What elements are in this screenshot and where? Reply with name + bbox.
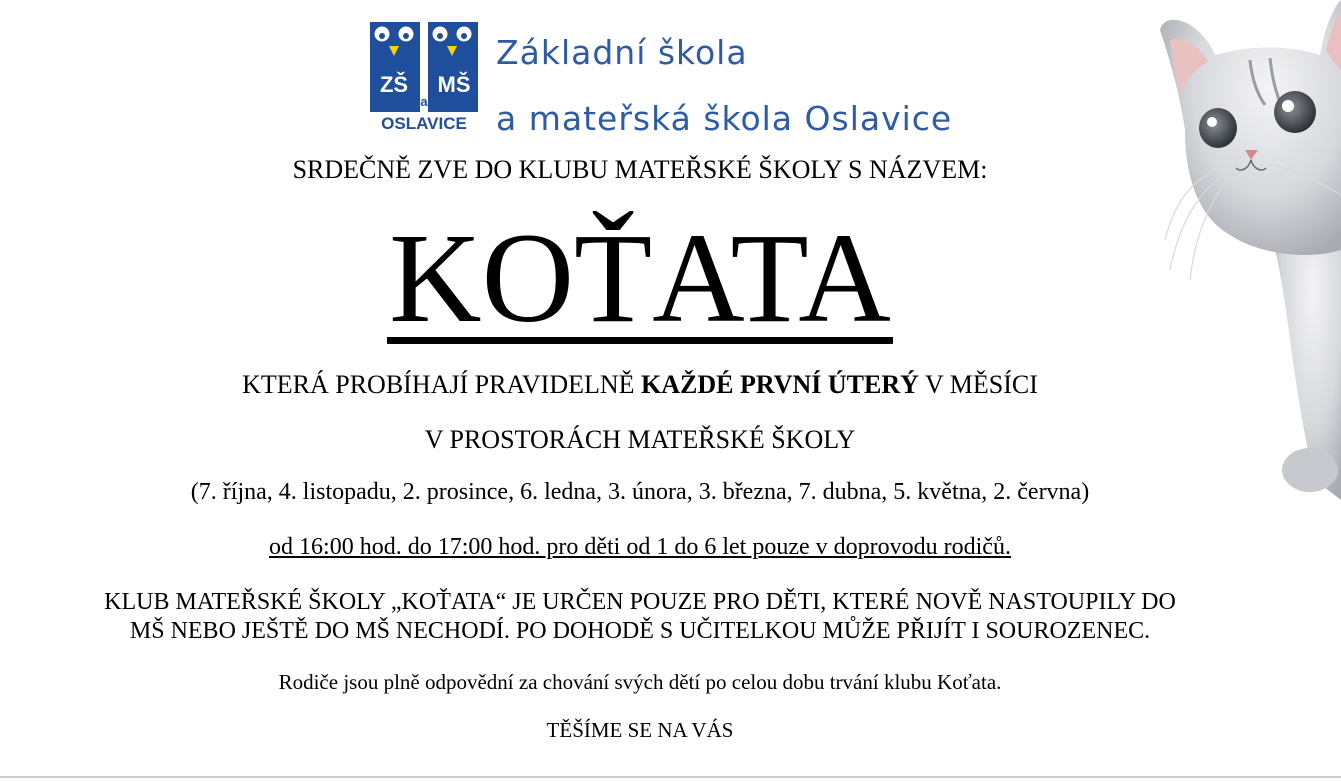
schedule-suffix: V MĚSÍCI	[918, 370, 1038, 399]
club-info-line2: MŠ NEBO JEŠTĚ DO MŠ NECHODÍ. PO DOHODĚ S UČITELKOU MŮŽE PŘIJÍT I SOUROZENEC.	[129, 618, 1151, 644]
parents-note: Rodiče jsou plně odpovědní za chování svých dětí po celou dobu trvání klubu Koťata.	[278, 670, 1002, 694]
time-line	[0, 534, 1280, 561]
club-info-line1: KLUB MATEŘSKÉ ŠKOLY „KOŤATA“ JE URČEN POUZE PRO DĚTI, KTERÉ NOVĚ NASTOUPILY DO	[104, 589, 1176, 615]
school-name	[496, 20, 952, 152]
school-name-line2: a mateřská škola Oslavice	[496, 99, 953, 138]
logo-conjunction: a	[420, 94, 428, 109]
school-logo	[368, 20, 480, 132]
kitten-icon	[1140, 0, 1341, 500]
schedule-line	[0, 370, 1280, 400]
closing-text: TĚŠÍME SE NA VÁS	[546, 718, 734, 742]
schedule-bold: KAŽDÉ PRVNÍ ÚTERÝ	[641, 370, 919, 399]
club-info	[0, 588, 1280, 646]
club-title-text: KOŤATA	[389, 207, 891, 349]
logo-left-letters: ZŠ	[379, 72, 409, 97]
school-name-line1: Základní škola	[496, 33, 748, 72]
club-title	[0, 208, 1280, 348]
page-bottom-divider	[0, 776, 1341, 778]
schedule-prefix: KTERÁ PROBÍHAJÍ PRAVIDELNĚ	[242, 370, 642, 399]
time-text: od 16:00 hod. do 17:00 hod. pro děti od 1 do 6 let pouze v doprovodu rodičů.	[269, 534, 1011, 560]
dates-line: (7. října, 4. listopadu, 2. prosince, 6. ledna, 3. února, 3. března, 7. dubna, 5. května, 2. června)	[190, 479, 1090, 505]
location-line: V PROSTORÁCH MATEŘSKÉ ŠKOLY	[424, 425, 856, 454]
logo-town: OSLAVICE	[381, 114, 467, 132]
logo-right-letters: MŠ	[437, 72, 471, 97]
invite-text: SRDEČNĚ ZVE DO KLUBU MATEŘSKÉ ŠKOLY S NÁZVEM:	[292, 155, 988, 184]
